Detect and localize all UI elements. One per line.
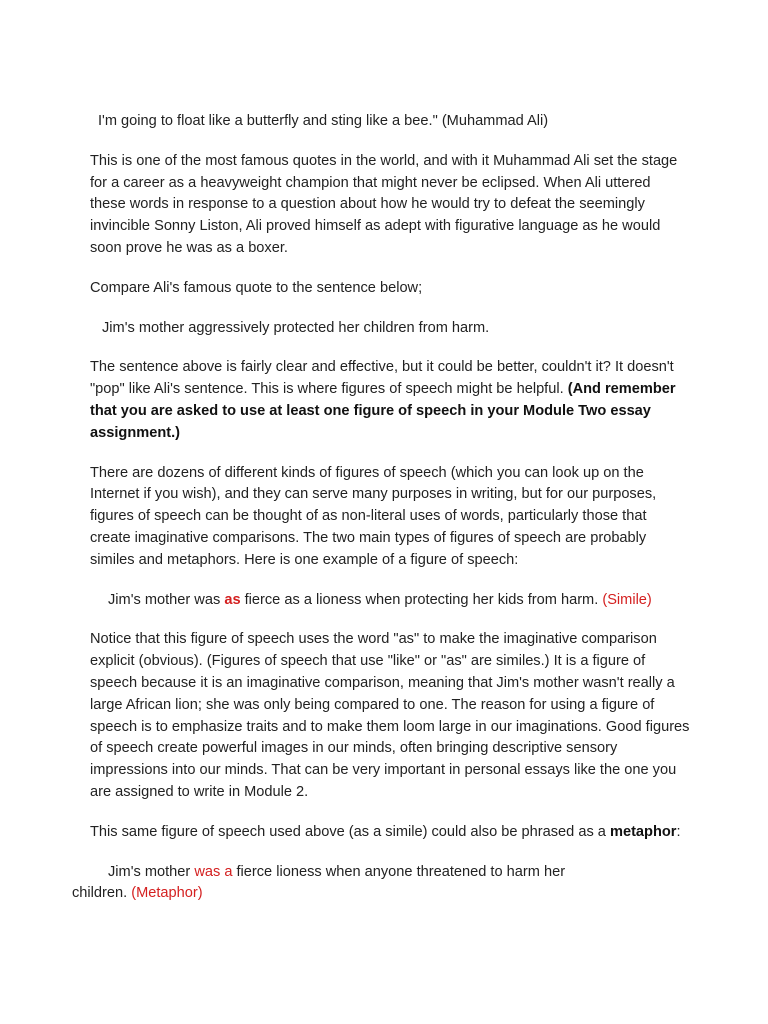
same-figure-text: This same figure of speech used above (as a simile) could also be phrased as a xyxy=(90,823,610,840)
same-figure-colon: : xyxy=(676,823,681,840)
dozens-text: There are dozens of different kinds of figures of speech (which you can look up on the Internet if you wish), and they can serve many purposes in writing, but for our purposes, figures of speech can be thought of as non-literal uses of words, particularly those that create imaginative comparisons. The two main types of figures of speech are probably similes and metaphors. Here is one example of a figure of speech: xyxy=(90,464,657,568)
simile-after: fierce as a lioness when protecting her kids from harm. xyxy=(240,591,603,608)
sentence-text: The sentence above is fairly clear and effective, but it could be better, couldn't it? It doesn't "pop" like Ali's sentence. This is where figures of speech might be helpful. xyxy=(90,359,674,398)
metaphor-after: fierce lioness when anyone threatened to harm her xyxy=(232,863,566,880)
notice-paragraph xyxy=(90,629,690,803)
intro-paragraph xyxy=(90,151,690,260)
dozens-paragraph xyxy=(90,463,690,572)
metaphor-example-sentence xyxy=(72,862,690,906)
metaphor-keyword: was a xyxy=(194,863,233,880)
compare-text: Compare Ali's famous quote to the sentence below; xyxy=(90,279,423,296)
plain-example-sentence xyxy=(90,318,690,340)
simile-example-sentence xyxy=(90,590,690,612)
simile-keyword: as xyxy=(224,591,241,608)
compare-paragraph xyxy=(90,278,690,300)
same-figure-paragraph xyxy=(90,822,690,844)
metaphor-tag: (Metaphor) xyxy=(131,885,203,902)
metaphor-term: metaphor xyxy=(609,823,677,840)
simile-tag: (Simile) xyxy=(602,591,652,608)
metaphor-before: Jim's mother xyxy=(108,863,195,880)
document-page xyxy=(72,111,690,905)
assignment-reminder: (And remember that you are asked to use at least one figure of speech in your Module Two essay assignment.) xyxy=(90,381,676,441)
sentence-paragraph xyxy=(90,357,690,444)
ali-quote xyxy=(90,111,690,133)
simile-before: Jim's mother was xyxy=(108,591,225,608)
plain-example-text: Jim's mother aggressively protected her children from harm. xyxy=(102,319,490,336)
ali-quote-text: I'm going to float like a butterfly and sting like a bee." (Muhammad Ali) xyxy=(98,113,549,129)
intro-text: This is one of the most famous quotes in the world, and with it Muhammad Ali set the stage for a career as a heavyweight champion that might never be eclipsed. When Ali uttered these words in response to a question about how he would try to defeat the seemingly invincible Sonny Liston, Ali proved himself as adept with figurative language as he would soon prove he was as a boxer. xyxy=(90,152,678,256)
metaphor-line2: children. xyxy=(72,885,132,902)
notice-text: Notice that this figure of speech uses the word "as" to make the imaginative comparison explicit (obvious). (Figures of speech that use "like" or "as" are similes.) It is a figure of speech because it is an imaginative comparison, meaning that Jim's mother wasn't really a large African lion; she was only being compared to one. The reason for using a figure of speech is to emphasize traits and to make them loom large in our imaginations. Good figures of speech create powerful images in our minds, often bringing descriptive sensory impressions into our minds. That can be very important in personal essays like the one you are assigned to write in Module 2. xyxy=(90,631,690,800)
